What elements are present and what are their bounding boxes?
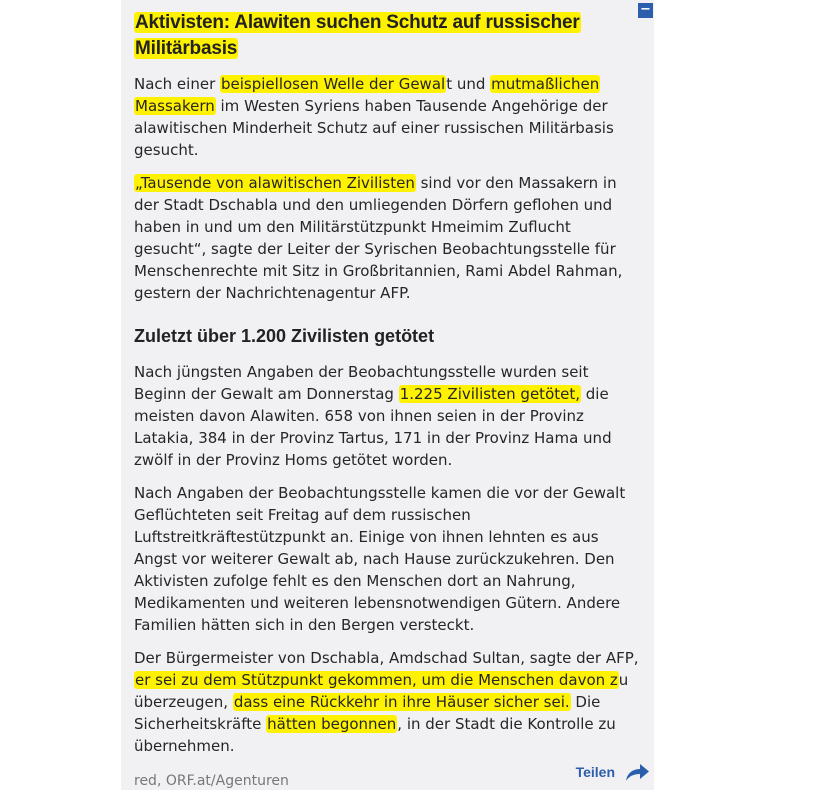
- text-span: , in der Stadt die Kontrolle zu übernehmen.: [134, 715, 616, 755]
- highlight-span: beispiellosen Welle der Gewal: [221, 75, 446, 93]
- highlight-title: Aktivisten: Alawiten suchen Schutz auf russischer Militärbasis: [135, 12, 580, 59]
- article-title: [134, 10, 640, 62]
- text-span: Nach einer: [134, 75, 221, 93]
- paragraph-3: [134, 361, 640, 471]
- highlight-span: 1.225 Zivilisten getötet,: [399, 385, 581, 403]
- highlight-span: mutmaßlichen Massakern: [135, 75, 600, 115]
- paragraph-2: [134, 172, 640, 304]
- text-span: Der Bürgermeister von Dschabla, Amdschad Sultan, sagte der AFP,: [134, 649, 639, 667]
- highlight-span: „Tausende von alawitischen Zivilisten: [135, 174, 415, 192]
- text-span: Nach jüngsten Angaben der Beobachtungsstelle wurden seit Beginn der Gewalt am Donnerstag: [134, 363, 589, 403]
- paragraph-5: [134, 647, 640, 757]
- share-button[interactable]: [576, 760, 651, 784]
- highlight-span: hätten begonnen: [267, 715, 397, 733]
- text-span: sind vor den Massakern in der Stadt Dschabla und den umliegenden Dörfern geflohen und haben in und um den Militärstützpunkt Hmeimim Zuflucht gesucht“, sagte der Leiter der Syrischen Beobachtungsstelle für Menschenrechte mit Sitz in Großbritannien, Rami Abdel Rahman, gestern der Nachrichtenagentur AFP.: [134, 174, 623, 302]
- paragraph-4: Nach Angaben der Beobachtungsstelle kamen die vor der Gewalt Geflüchteten seit Freitag auf dem russischen Luftstreitkräftestützpunkt an. Einige von ihnen lehnten es aus Angst vor weiterer Gewalt ab, nach Hause zurückzukehren. Den Aktivisten zufolge fehlt es den Menschen dort an Nahrung, Medikamenten und weiteren lebensnotwendigen Gütern. Andere Familien hätten sich in den Bergen versteckt.: [134, 484, 626, 634]
- share-label: Teilen: [575, 764, 615, 780]
- highlight-span: er sei zu dem Stützpunkt gekommen, um die Menschen davon z: [135, 671, 618, 689]
- text-span: im Westen Syriens haben Tausende Angehörige der alawitischen Minderheit Schutz auf einer russischen Militärbasis gesucht.: [134, 97, 614, 159]
- text-span: Die Sicherheitskräfte: [134, 693, 601, 733]
- share-arrow-icon: [623, 760, 651, 784]
- article-panel: [121, 0, 654, 790]
- text-span: die meisten davon Alawiten. 658 von ihnen seien in der Provinz Latakia, 384 in der Provinz Tartus, 171 in der Provinz Hama und zwölf in der Provinz Homs getötet worden.: [134, 385, 612, 469]
- paragraph-1: [134, 73, 640, 161]
- text-span: t und: [446, 75, 491, 93]
- highlight-span: dass eine Rückkehr in ihre Häuser sicher sei.: [233, 693, 570, 711]
- source-credit: red, ORF.at/Agenturen: [134, 773, 289, 789]
- section-subheading: Zuletzt über 1.200 Zivilisten getötet: [134, 326, 435, 346]
- text-span: u überzeugen,: [134, 671, 629, 711]
- collapse-button[interactable]: −: [638, 3, 653, 18]
